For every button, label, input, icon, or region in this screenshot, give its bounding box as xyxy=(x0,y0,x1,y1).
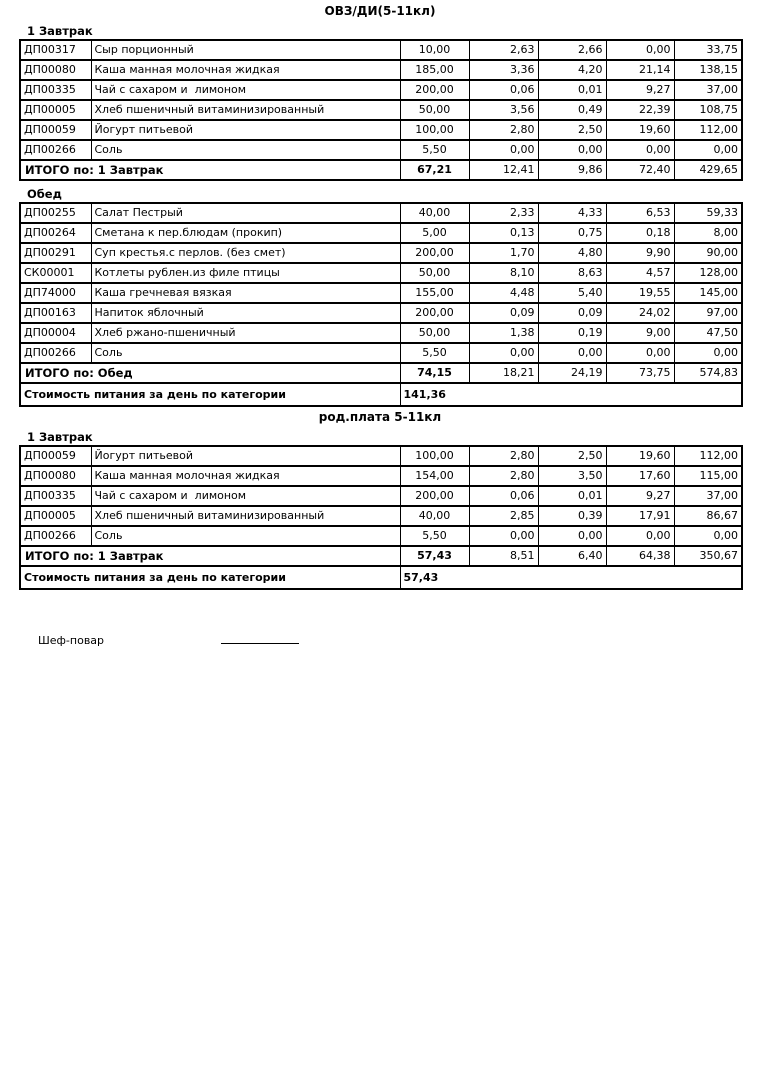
day-total-label-cell: Стоимость питания за день по категории xyxy=(20,566,400,589)
item-name-cell: Йогурт питьевой xyxy=(91,446,400,466)
value-cell: 8,10 xyxy=(469,263,538,283)
item-qty-cell: 50,00 xyxy=(400,100,469,120)
total-value-cell: 18,21 xyxy=(469,363,538,383)
item-code-cell: ДП00080 xyxy=(20,466,91,486)
value-cell: 0,00 xyxy=(674,343,742,363)
item-qty-cell: 200,00 xyxy=(400,80,469,100)
item-qty-cell: 200,00 xyxy=(400,303,469,323)
total-value-cell: 12,41 xyxy=(469,160,538,180)
item-code-cell: ДП00266 xyxy=(20,140,91,160)
total-value-cell: 9,86 xyxy=(538,160,606,180)
item-code-cell: ДП00335 xyxy=(20,486,91,506)
item-qty-cell: 5,50 xyxy=(400,526,469,546)
item-name-cell: Чай с сахаром и лимоном xyxy=(91,486,400,506)
total-label-cell: ИТОГО по: 1 Завтрак xyxy=(20,546,400,566)
value-cell: 1,38 xyxy=(469,323,538,343)
item-code-cell: ДП00059 xyxy=(20,120,91,140)
value-cell: 0,75 xyxy=(538,223,606,243)
item-code-cell: ДП00335 xyxy=(20,80,91,100)
item-qty-cell: 100,00 xyxy=(400,120,469,140)
value-cell: 0,18 xyxy=(606,223,674,243)
value-cell: 0,06 xyxy=(469,80,538,100)
value-cell: 37,00 xyxy=(674,486,742,506)
item-name-cell: Соль xyxy=(91,140,400,160)
table-row xyxy=(20,506,742,526)
value-cell: 1,70 xyxy=(469,243,538,263)
category-title: род.плата 5-11кл xyxy=(318,410,442,424)
table-row xyxy=(20,466,742,486)
item-code-cell: ДП00005 xyxy=(20,100,91,120)
value-cell: 9,27 xyxy=(606,486,674,506)
menu-table xyxy=(19,445,743,590)
menu-table-body xyxy=(20,446,742,589)
value-cell: 108,75 xyxy=(674,100,742,120)
total-qty-cell: 67,21 xyxy=(400,160,469,180)
total-value-cell: 64,38 xyxy=(606,546,674,566)
item-code-cell: ДП00004 xyxy=(20,323,91,343)
value-cell: 0,00 xyxy=(538,343,606,363)
total-label-cell: ИТОГО по: Обед xyxy=(20,363,400,383)
total-value-cell: 350,67 xyxy=(674,546,742,566)
table-row xyxy=(20,203,742,223)
item-qty-cell: 200,00 xyxy=(400,486,469,506)
meal-section-title: 1 Завтрак xyxy=(27,430,93,444)
value-cell: 19,60 xyxy=(606,120,674,140)
item-code-cell: ДП00005 xyxy=(20,506,91,526)
value-cell: 17,91 xyxy=(606,506,674,526)
value-cell: 24,02 xyxy=(606,303,674,323)
item-name-cell: Соль xyxy=(91,526,400,546)
table-row xyxy=(20,100,742,120)
day-total-row xyxy=(20,566,742,589)
value-cell: 90,00 xyxy=(674,243,742,263)
table-row xyxy=(20,40,742,60)
table-row xyxy=(20,223,742,243)
day-total-value-cell: 141,36 xyxy=(400,383,742,406)
table-row xyxy=(20,446,742,466)
value-cell: 21,14 xyxy=(606,60,674,80)
item-qty-cell: 185,00 xyxy=(400,60,469,80)
table-row xyxy=(20,263,742,283)
item-name-cell: Каша гречневая вязкая xyxy=(91,283,400,303)
table-row xyxy=(20,526,742,546)
item-name-cell: Каша манная молочная жидкая xyxy=(91,60,400,80)
value-cell: 8,63 xyxy=(538,263,606,283)
value-cell: 112,00 xyxy=(674,446,742,466)
value-cell: 19,55 xyxy=(606,283,674,303)
item-qty-cell: 50,00 xyxy=(400,263,469,283)
value-cell: 2,66 xyxy=(538,40,606,60)
total-qty-cell: 57,43 xyxy=(400,546,469,566)
total-row xyxy=(20,546,742,566)
table-row xyxy=(20,323,742,343)
item-name-cell: Хлеб пшеничный витаминизированный xyxy=(91,100,400,120)
value-cell: 4,57 xyxy=(606,263,674,283)
item-qty-cell: 10,00 xyxy=(400,40,469,60)
total-qty-cell: 74,15 xyxy=(400,363,469,383)
item-qty-cell: 5,00 xyxy=(400,223,469,243)
item-name-cell: Напиток яблочный xyxy=(91,303,400,323)
menu-table-body xyxy=(20,203,742,406)
value-cell: 2,63 xyxy=(469,40,538,60)
signature-row xyxy=(38,631,741,648)
item-qty-cell: 50,00 xyxy=(400,323,469,343)
value-cell: 2,85 xyxy=(469,506,538,526)
value-cell: 22,39 xyxy=(606,100,674,120)
value-cell: 0,49 xyxy=(538,100,606,120)
item-code-cell: ДП00255 xyxy=(20,203,91,223)
value-cell: 47,50 xyxy=(674,323,742,343)
value-cell: 0,00 xyxy=(469,140,538,160)
value-cell: 4,20 xyxy=(538,60,606,80)
item-name-cell: Суп крестья.с перлов. (без смет) xyxy=(91,243,400,263)
table-row xyxy=(20,60,742,80)
item-qty-cell: 5,50 xyxy=(400,343,469,363)
value-cell: 19,60 xyxy=(606,446,674,466)
value-cell: 59,33 xyxy=(674,203,742,223)
value-cell: 6,53 xyxy=(606,203,674,223)
value-cell: 8,00 xyxy=(674,223,742,243)
item-code-cell: ДП74000 xyxy=(20,283,91,303)
item-name-cell: Каша манная молочная жидкая xyxy=(91,466,400,486)
table-row xyxy=(20,243,742,263)
value-cell: 138,15 xyxy=(674,60,742,80)
value-cell: 9,27 xyxy=(606,80,674,100)
value-cell: 0,00 xyxy=(674,526,742,546)
item-name-cell: Хлеб ржано-пшеничный xyxy=(91,323,400,343)
item-code-cell: СК00001 xyxy=(20,263,91,283)
value-cell: 0,13 xyxy=(469,223,538,243)
report-title: ОВЗ/ДИ(5-11кл) xyxy=(324,4,436,18)
value-cell: 0,00 xyxy=(606,526,674,546)
value-cell: 0,01 xyxy=(538,80,606,100)
value-cell: 0,09 xyxy=(469,303,538,323)
value-cell: 2,80 xyxy=(469,120,538,140)
value-cell: 145,00 xyxy=(674,283,742,303)
value-cell: 0,00 xyxy=(469,343,538,363)
value-cell: 3,50 xyxy=(538,466,606,486)
day-total-value-cell: 57,43 xyxy=(400,566,742,589)
table-row xyxy=(20,343,742,363)
item-code-cell: ДП00163 xyxy=(20,303,91,323)
total-value-cell: 24,19 xyxy=(538,363,606,383)
item-code-cell: ДП00080 xyxy=(20,60,91,80)
meal-section-title: 1 Завтрак xyxy=(27,24,93,38)
value-cell: 0,00 xyxy=(674,140,742,160)
value-cell: 0,19 xyxy=(538,323,606,343)
total-value-cell: 8,51 xyxy=(469,546,538,566)
item-code-cell: ДП00317 xyxy=(20,40,91,60)
total-row xyxy=(20,160,742,180)
value-cell: 128,00 xyxy=(674,263,742,283)
value-cell: 0,00 xyxy=(606,343,674,363)
meal-section-title: Обед xyxy=(27,187,62,201)
item-name-cell: Сметана к пер.блюдам (прокип) xyxy=(91,223,400,243)
value-cell: 0,00 xyxy=(606,40,674,60)
total-row xyxy=(20,363,742,383)
value-cell: 3,36 xyxy=(469,60,538,80)
item-name-cell: Соль xyxy=(91,343,400,363)
value-cell: 37,00 xyxy=(674,80,742,100)
table-row xyxy=(20,283,742,303)
item-code-cell: ДП00291 xyxy=(20,243,91,263)
value-cell: 0,00 xyxy=(538,526,606,546)
total-value-cell: 6,40 xyxy=(538,546,606,566)
menu-table xyxy=(19,39,743,181)
item-name-cell: Котлеты рублен.из филе птицы xyxy=(91,263,400,283)
item-qty-cell: 40,00 xyxy=(400,203,469,223)
value-cell: 9,90 xyxy=(606,243,674,263)
day-total-label-cell: Стоимость питания за день по категории xyxy=(20,383,400,406)
value-cell: 97,00 xyxy=(674,303,742,323)
item-name-cell: Йогурт питьевой xyxy=(91,120,400,140)
item-code-cell: ДП00266 xyxy=(20,526,91,546)
value-cell: 4,80 xyxy=(538,243,606,263)
value-cell: 2,50 xyxy=(538,446,606,466)
value-cell: 0,06 xyxy=(469,486,538,506)
total-value-cell: 429,65 xyxy=(674,160,742,180)
item-qty-cell: 154,00 xyxy=(400,466,469,486)
value-cell: 2,33 xyxy=(469,203,538,223)
item-code-cell: ДП00264 xyxy=(20,223,91,243)
item-qty-cell: 155,00 xyxy=(400,283,469,303)
value-cell: 0,09 xyxy=(538,303,606,323)
item-code-cell: ДП00266 xyxy=(20,343,91,363)
table-row xyxy=(20,80,742,100)
value-cell: 2,80 xyxy=(469,466,538,486)
total-value-cell: 72,40 xyxy=(606,160,674,180)
value-cell: 86,67 xyxy=(674,506,742,526)
item-code-cell: ДП00059 xyxy=(20,446,91,466)
total-label-cell: ИТОГО по: 1 Завтрак xyxy=(20,160,400,180)
table-row xyxy=(20,486,742,506)
total-value-cell: 73,75 xyxy=(606,363,674,383)
menu-table-body xyxy=(20,40,742,180)
chef-signature-label: Шеф-повар xyxy=(38,634,105,647)
item-name-cell: Хлеб пшеничный витаминизированный xyxy=(91,506,400,526)
value-cell: 9,00 xyxy=(606,323,674,343)
value-cell: 0,01 xyxy=(538,486,606,506)
value-cell: 0,00 xyxy=(469,526,538,546)
item-qty-cell: 100,00 xyxy=(400,446,469,466)
value-cell: 0,00 xyxy=(538,140,606,160)
day-total-row xyxy=(20,383,742,406)
value-cell: 5,40 xyxy=(538,283,606,303)
value-cell: 0,39 xyxy=(538,506,606,526)
signature-line xyxy=(221,631,299,644)
item-name-cell: Сыр порционный xyxy=(91,40,400,60)
item-name-cell: Чай с сахаром и лимоном xyxy=(91,80,400,100)
item-qty-cell: 40,00 xyxy=(400,506,469,526)
value-cell: 3,56 xyxy=(469,100,538,120)
item-qty-cell: 200,00 xyxy=(400,243,469,263)
item-name-cell: Салат Пестрый xyxy=(91,203,400,223)
table-row xyxy=(20,303,742,323)
value-cell: 17,60 xyxy=(606,466,674,486)
item-qty-cell: 5,50 xyxy=(400,140,469,160)
value-cell: 112,00 xyxy=(674,120,742,140)
value-cell: 2,80 xyxy=(469,446,538,466)
table-row xyxy=(20,140,742,160)
value-cell: 115,00 xyxy=(674,466,742,486)
report-body xyxy=(19,24,741,590)
table-row xyxy=(20,120,742,140)
menu-table xyxy=(19,202,743,407)
total-value-cell: 574,83 xyxy=(674,363,742,383)
value-cell: 2,50 xyxy=(538,120,606,140)
value-cell: 4,33 xyxy=(538,203,606,223)
value-cell: 4,48 xyxy=(469,283,538,303)
value-cell: 0,00 xyxy=(606,140,674,160)
value-cell: 33,75 xyxy=(674,40,742,60)
